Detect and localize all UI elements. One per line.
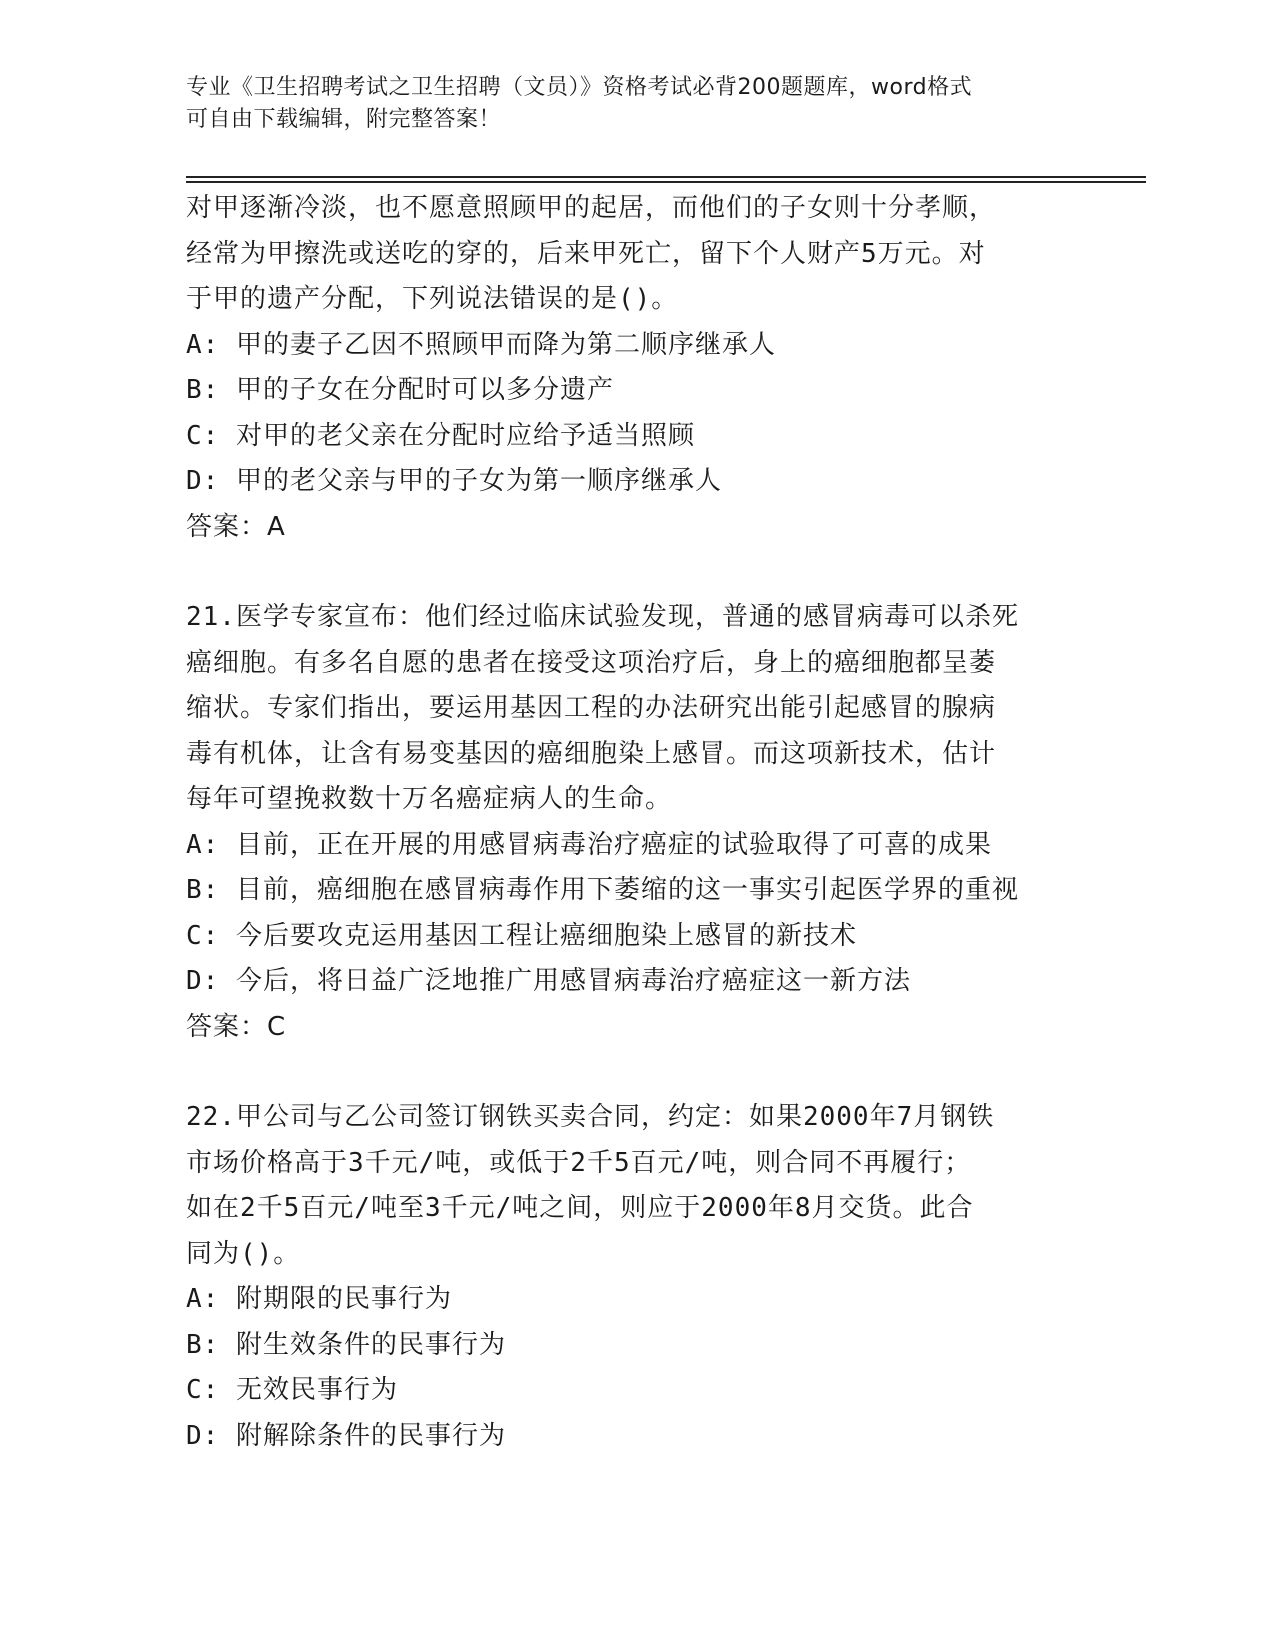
- header-divider-bottom: [186, 181, 1146, 183]
- spacer: [186, 550, 1086, 595]
- question-22-option-b: B: 附生效条件的民事行为: [186, 1329, 506, 1360]
- question-20-option-d: D: 甲的老父亲与甲的子女为第一顺序继承人: [186, 466, 722, 496]
- question-21-stem-line: 21.医学专家宣布：他们经过临床试验发现，普通的感冒病毒可以杀死: [186, 602, 1019, 632]
- question-20-option-a: A: 甲的妻子乙因不照顾甲而降为第二顺序继承人: [186, 329, 776, 360]
- question-22: [186, 1095, 1086, 1459]
- question-20-stem-line: 于甲的遗产分配，下列说法错误的是()。: [186, 284, 679, 314]
- question-22-option-d: D: 附解除条件的民事行为: [186, 1420, 506, 1451]
- question-21-option-d: D: 今后，将日益广泛地推广用感冒病毒治疗癌症这一新方法: [186, 966, 911, 996]
- spacer: [186, 1050, 1086, 1095]
- question-21-stem-line: 毒有机体，让含有易变基因的癌细胞染上感冒。而这项新技术，估计: [186, 738, 997, 769]
- question-22-stem-line: 如在2千5百元/吨至3千元/吨之间，则应于2000年8月交货。此合: [186, 1193, 974, 1223]
- question-20-stem-line: 对甲逐渐冷淡，也不愿意照顾甲的起居，而他们的子女则十分孝顺，: [186, 193, 997, 223]
- question-20: [186, 186, 1086, 550]
- question-20-answer: 答案：A: [186, 511, 286, 542]
- header-line-2: 可自由下载编辑，附完整答案！: [186, 107, 502, 132]
- question-22-stem-line: 22.甲公司与乙公司签订钢铁买卖合同，约定：如果2000年7月钢铁: [186, 1102, 995, 1132]
- question-21-stem-line: 癌细胞。有多名自愿的患者在接受这项治疗后，身上的癌细胞都呈萎: [186, 647, 997, 678]
- question-22-stem-line: 市场价格高于3千元/吨，或低于2千5百元/吨，则合同不再履行；: [186, 1147, 972, 1178]
- question-21-option-c: C: 今后要攻克运用基因工程让癌细胞染上感冒的新技术: [186, 920, 857, 951]
- header-divider-top: [186, 176, 1146, 178]
- question-21-stem-line: 缩状。专家们指出，要运用基因工程的办法研究出能引起感冒的腺病: [186, 693, 997, 723]
- question-21-answer: 答案：C: [186, 1011, 287, 1042]
- question-21-option-a: A: 目前，正在开展的用感冒病毒治疗癌症的试验取得了可喜的成果: [186, 829, 992, 860]
- question-20-option-c: C: 对甲的老父亲在分配时应给予适当照顾: [186, 420, 695, 451]
- question-21: [186, 595, 1086, 1050]
- header-line-1: 专业《卫生招聘考试之卫生招聘（文员）》资格考试必背200题题库，word格式: [186, 75, 973, 100]
- question-21-option-b: B: 目前，癌细胞在感冒病毒作用下萎缩的这一事实引起医学界的重视: [186, 875, 1019, 905]
- document-header: [186, 72, 1086, 136]
- question-21-stem-line: 每年可望挽救数十万名癌症病人的生命。: [186, 784, 673, 814]
- question-22-option-a: A: 附期限的民事行为: [186, 1284, 452, 1314]
- question-20-stem-line: 经常为甲擦洗或送吃的穿的，后来甲死亡，留下个人财产5万元。对: [186, 238, 986, 269]
- document-body: [186, 186, 1086, 1459]
- question-20-option-b: B: 甲的子女在分配时可以多分遗产: [186, 375, 614, 405]
- question-22-stem-line: 同为()。: [186, 1238, 301, 1269]
- question-22-option-c: C: 无效民事行为: [186, 1375, 398, 1405]
